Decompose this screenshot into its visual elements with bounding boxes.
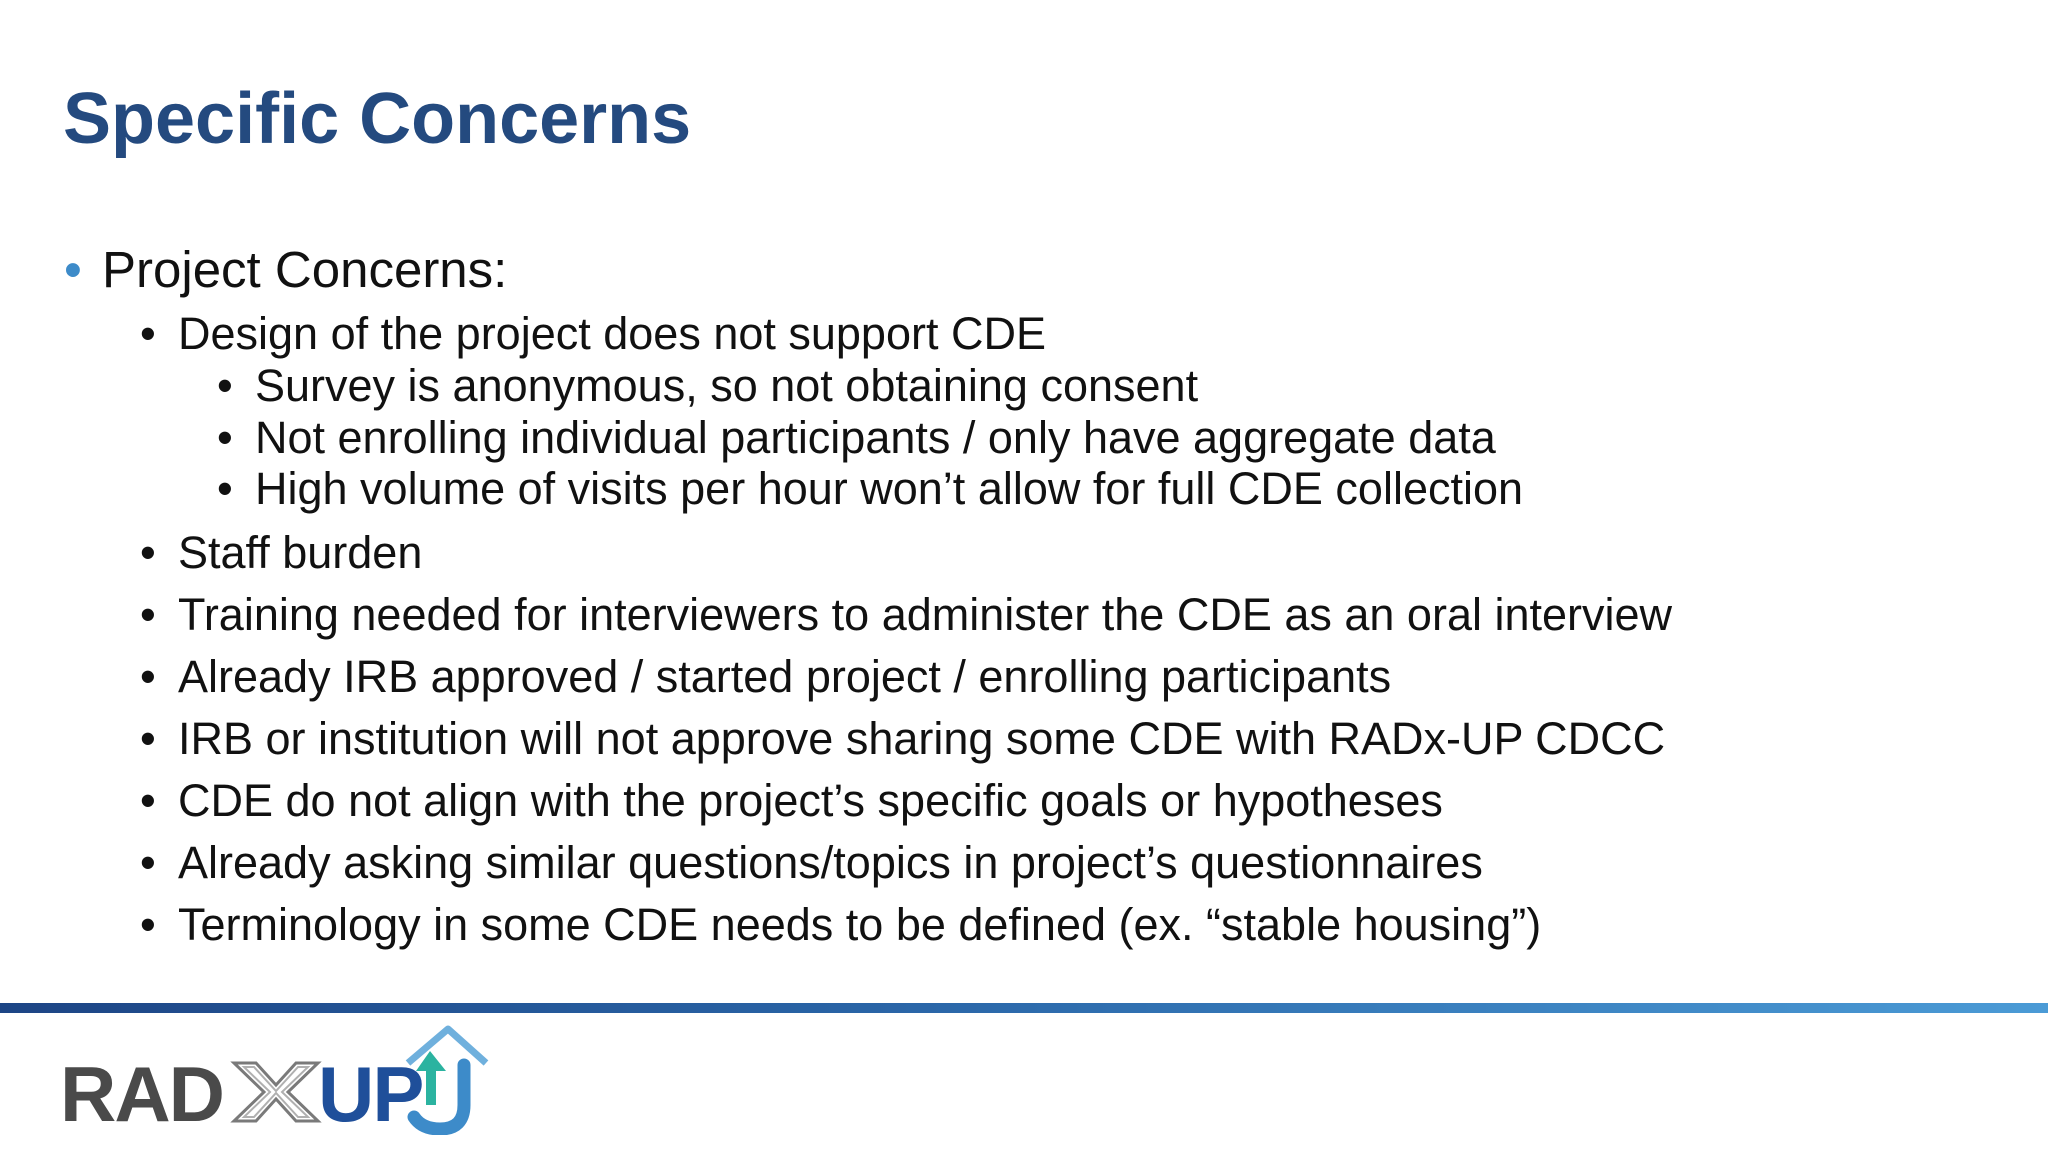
bullet-dot: • [140,836,156,888]
bullet-item [62,773,1962,829]
bullet-item [62,649,1962,705]
subbullet-item [62,360,1962,412]
bullet-dot: • [140,526,156,578]
bullet-project-concerns [62,238,1962,302]
bullet-list [62,238,1962,959]
bullet-dot: • [64,241,82,298]
bullet-dot: • [140,588,156,640]
subbullet-item [62,412,1962,464]
design-subbullets [62,360,1962,515]
subbullet-item [62,463,1962,515]
logo-x-mark-icon [230,1061,322,1123]
bullet-dot: • [140,712,156,764]
bullet-text: Not enrolling individual participants / only have aggregate data [255,411,1496,463]
bullet-item [62,897,1962,953]
bullet-text: Project Concerns: [102,241,508,298]
bullet-text: Survey is anonymous, so not obtaining consent [255,360,1199,411]
bullet-text: Staff burden [178,526,423,578]
bullet-design [62,306,1962,362]
logo-text-up: UP [318,1050,423,1138]
bullet-item [62,711,1962,767]
bullet-text: Already IRB approved / started project / enrolling participants [178,650,1392,702]
bullet-text: Already asking similar questions/topics in project’s questionnaires [178,836,1483,888]
up-arrow-house-icon [400,1025,490,1135]
bullet-text: High volume of visits per hour won’t allow for full CDE collection [255,463,1524,514]
bullet-dot: • [140,650,156,702]
bullet-dot: • [217,411,233,463]
bullet-dot: • [140,898,156,950]
bullet-text: CDE do not align with the project’s specific goals or hypotheses [178,774,1443,826]
bullet-text: Terminology in some CDE needs to be defined (ex. “stable housing”) [178,898,1542,950]
bullet-dot: • [217,360,233,411]
bullet-text: Training needed for interviewers to administer the CDE as an oral interview [178,588,1673,640]
logo-text-rad: RAD [60,1050,223,1138]
bullet-item [62,587,1962,643]
slide-title: Specific Concerns [63,79,692,159]
bullet-text: IRB or institution will not approve sharing some CDE with RADx-UP CDCC [178,712,1666,764]
radxup-logo [60,1025,440,1138]
bullet-text: Design of the project does not support CDE [178,308,1046,359]
bullet-dot: • [217,463,233,514]
bullet-item [62,835,1962,891]
footer-divider [0,1003,2048,1013]
bullet-item [62,525,1962,581]
bullet-dot: • [140,308,156,359]
bullet-dot: • [140,774,156,826]
